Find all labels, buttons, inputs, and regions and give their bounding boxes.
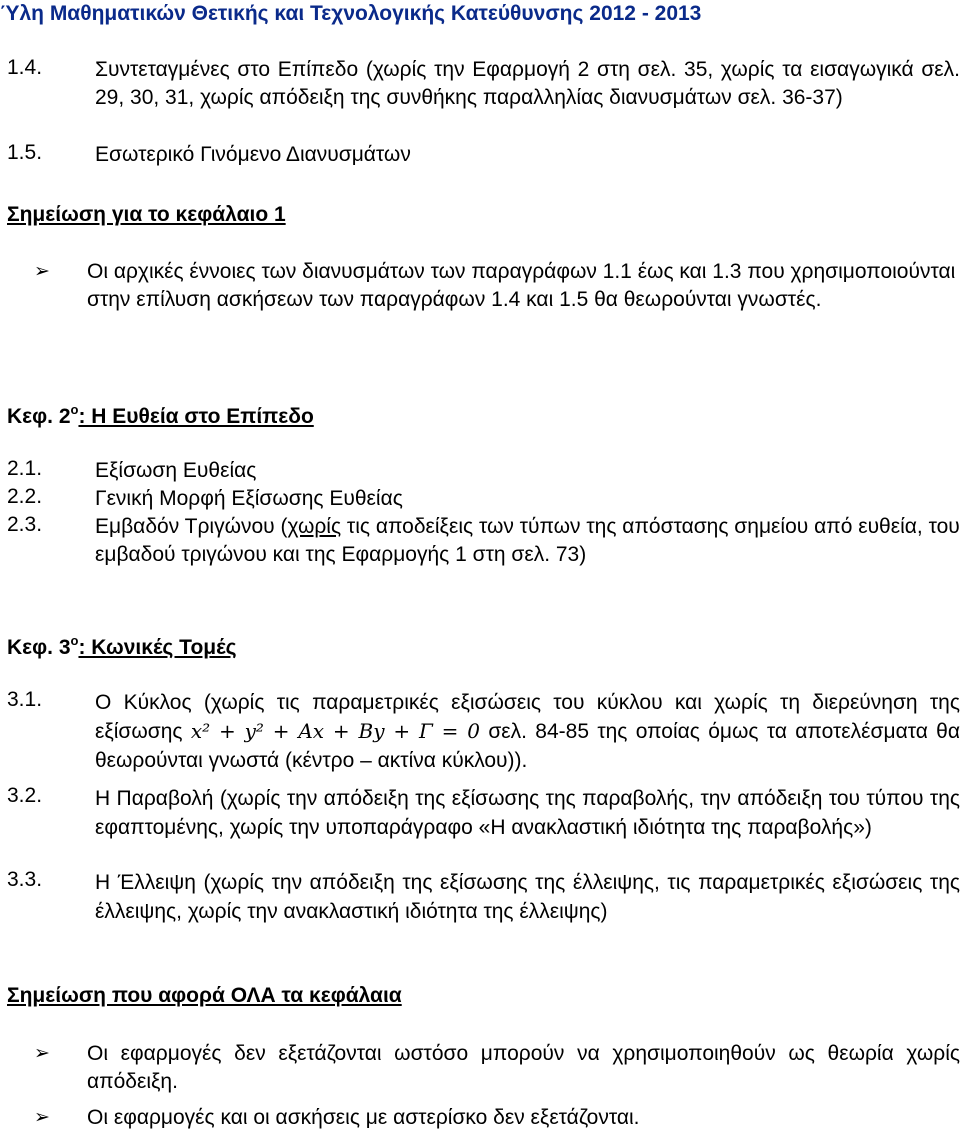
list-item-2-1 <box>7 457 960 485</box>
item-text-part: Εμβαδόν Τριγώνου ( <box>95 515 288 538</box>
arrowhead-bullet-icon: ➢ <box>34 261 50 282</box>
item-number: 2.3. <box>7 513 43 536</box>
general-note-heading-text: Σημείωση που αφορά ΟΛΑ τα κεφάλαια <box>7 984 402 1007</box>
list-item-3-2 <box>7 784 960 842</box>
general-note-heading <box>7 984 402 1008</box>
item-number: 1.4. <box>7 56 43 79</box>
general-note-bullet-1 <box>34 1040 960 1096</box>
item-text: Η Έλλειψη (χωρίς την απόδειξη της εξίσωσης της έλλειψης, τις παραμετρικές εξισώσεις της έλλειψης, χωρίς την ανακλαστική ιδιότητα της έλλειψης) <box>95 871 960 923</box>
list-item-2-3 <box>7 513 960 569</box>
chapter2-heading-prefix: Κεφ. 2 <box>7 405 71 428</box>
chapter3-heading-prefix: Κεφ. 3 <box>7 636 71 659</box>
bullet-text: Οι εφαρμογές και οι ασκήσεις με αστερίσκο δεν εξετάζονται. <box>87 1106 640 1129</box>
item-number: 3.2. <box>7 784 43 807</box>
chapter1-note-bullet <box>34 258 960 314</box>
item-text <box>95 513 960 569</box>
bullet-text: Οι αρχικές έννοιες των διανυσμάτων των παραγράφων 1.1 έως και 1.3 που χρησιμοποιούνται στην επίλυση ασκήσεων των παραγράφων 1.4 και 1.5 θα θεωρούνται γνωστές. <box>87 260 956 311</box>
list-item-3-1 <box>7 688 960 775</box>
chapter2-heading-sup: ο <box>70 402 79 417</box>
general-note-bullet-2 <box>34 1104 960 1132</box>
item-text: Εξίσωση Ευθείας <box>95 459 257 482</box>
item-number: 2.2. <box>7 485 43 508</box>
item-text: Η Παραβολή (χωρίς την απόδειξη της εξίσωσης της παραβολής, την απόδειξη του τύπου της εφαπτομένης, χωρίς την υποπαράγραφο «Η ανακλαστική ιδιότητα της παραβολής») <box>95 787 960 839</box>
arrowhead-bullet-icon: ➢ <box>34 1043 50 1064</box>
list-item-3-3 <box>7 868 960 926</box>
chapter2-heading <box>7 402 314 429</box>
chapter3-heading <box>7 633 237 660</box>
item-number: 2.1. <box>7 457 43 480</box>
item-text <box>95 688 960 775</box>
item-number: 3.3. <box>7 868 43 891</box>
list-item-1-4 <box>7 56 960 112</box>
chapter1-note-heading-text: Σημείωση για το κεφάλαιο 1 <box>7 203 286 226</box>
item-text-part: σελ. 84-85 της οποίας όμως τα αποτελέσματα θα θεωρούνται γνωστά (κέντρο – ακτίνα κύκλου)). <box>95 720 960 772</box>
document-header: Ύλη Μαθηματικών Θετικής και Τεχνολογικής Κατεύθυνσης 2012 - 2013 <box>0 2 702 25</box>
item-text-underlined: χωρίς <box>287 515 342 538</box>
item-number: 1.5. <box>7 141 43 164</box>
list-item-2-2 <box>7 485 960 513</box>
item-text: Συντεταγμένες στο Επίπεδο (χωρίς την Εφαρμογή 2 στη σελ. 35, χωρίς τα εισαγωγικά σελ. 29, 30, 31, χωρίς απόδειξη της συνθήκης παραλληλίας διανυσμάτων σελ. 36-37) <box>95 58 960 109</box>
chapter2-heading-title: : Η Ευθεία στο Επίπεδο <box>78 405 314 428</box>
item-text-part: Ο Κύκλος (χωρίς τις παραμετρικές εξισώσεις του κύκλου και χωρίς τη διερεύνηση της εξίσωσης <box>95 691 960 743</box>
chapter1-note-heading <box>7 203 286 227</box>
arrowhead-bullet-icon: ➢ <box>34 1107 50 1128</box>
list-item-1-5 <box>7 141 960 169</box>
item-number: 3.1. <box>7 688 43 711</box>
item-text-part: τις αποδείξεις των τύπων της απόστασης σημείου από ευθεία, του εμβαδού τριγώνου και της Εφαρμογής 1 στη σελ. 73) <box>95 515 960 566</box>
chapter3-heading-title: : Κωνικές Τομές <box>78 636 237 659</box>
item-text: Εσωτερικό Γινόμενο Διανυσμάτων <box>95 143 411 166</box>
chapter3-heading-sup: ο <box>70 633 79 648</box>
circle-equation-formula: x² + y² + Ax + By + Γ = 0 <box>190 719 480 743</box>
bullet-text: Οι εφαρμογές δεν εξετάζονται ωστόσο μπορούν να χρησιμοποιηθούν ως θεωρία χωρίς απόδειξη. <box>87 1042 960 1093</box>
item-text: Γενική Μορφή Εξίσωσης Ευθείας <box>95 487 403 510</box>
